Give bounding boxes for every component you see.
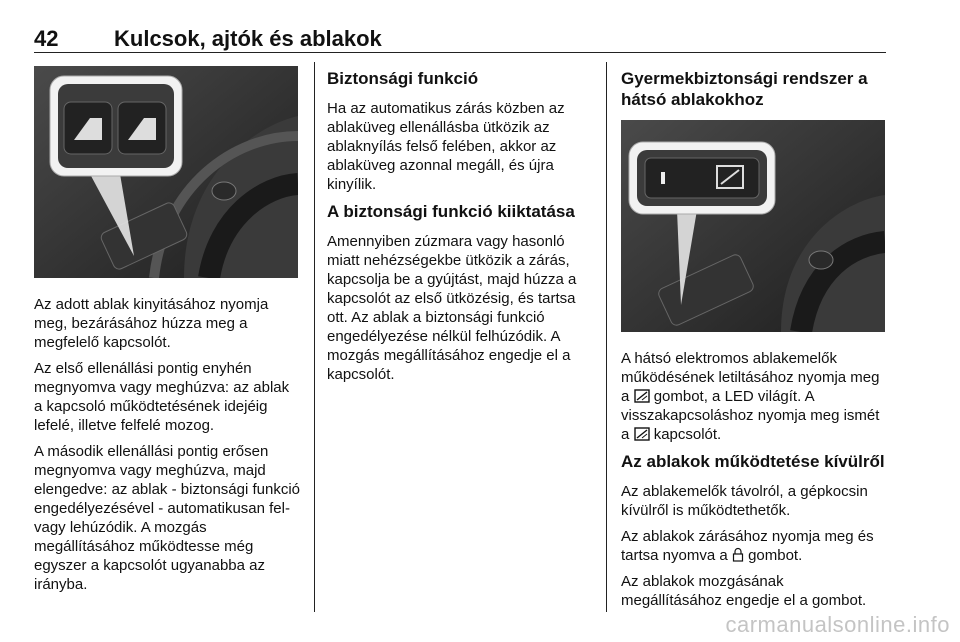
heading-exterior-operation: Az ablakok működtetése kívülről (621, 452, 885, 471)
child-safety-text-c: kapcsolót. (653, 426, 722, 443)
middle-column (327, 68, 593, 391)
paragraph-exterior-3: Az ablakok mozgásának megállításához engedje el a gombot. (621, 573, 867, 609)
exterior-text-b: gombot. (748, 547, 803, 564)
child-safety-text-b: gombot, a LED világít. A visszakapcsoláshoz nyomja meg ismét a (621, 388, 880, 443)
paragraph-child-safety (621, 349, 887, 444)
paragraph-safety-function: Ha az automatikus zárás közben az ablaküveg ellenállásba ütközik az ablaknyílás felső felében, akkor az ablaküveg azonnal megáll, és újra kinyílik. (327, 100, 565, 193)
watermark: carmanualsonline.info (725, 612, 950, 637)
exterior-text-a: Az ablakok zárásához nyomja meg és tartsa nyomva a (621, 528, 874, 564)
paragraph-2: Az első ellenállási pontig enyhén megnyomva vagy meghúzva: az ablak a kapcsoló működtetésének idejéig lefelé, illetve felfelé mozog. (34, 360, 290, 434)
paragraph-disable-safety: Amennyiben zúzmara vagy hasonló miatt nehézségekbe ütközik a zárás, kapcsolja be a gyújtást, majd húzza a kapcsolót az első ütközésig, és tartsa ott. Az ablak a biztonsági funkció engedélyezése nélkül felhúzódik. A mozgás megállításához engedje el a kapcsolót. (327, 233, 577, 383)
window-switch-figure (34, 66, 298, 278)
heading-child-safety: Gyermekbiztonsági rendszer a hátsó ablakokhoz (621, 69, 868, 109)
paragraph-1: Az adott ablak kinyitásához nyomja meg, bezárásához húzza meg a megfelelő kapcsolót. (34, 296, 269, 351)
child-safety-switch-photo (621, 120, 885, 332)
right-column (621, 68, 887, 617)
header-divider (34, 52, 886, 53)
paragraph-exterior-2 (621, 527, 887, 565)
child-safety-text-a: A hátsó elektromos ablakemelők működésének letiltásához nyomja meg a (621, 350, 880, 405)
lock-button-icon (732, 547, 744, 562)
paragraph-exterior-1: Az ablakemelők távolról, a gépkocsin kívülről is működtethetők. (621, 483, 868, 519)
page-header (34, 26, 886, 52)
heading-disable-safety: A biztonsági funkció kiiktatása (327, 202, 575, 221)
left-column (34, 66, 300, 601)
column-divider-left (314, 62, 315, 612)
section-title: Kulcsok, ajtók és ablakok (114, 26, 382, 51)
column-divider-right (606, 62, 607, 612)
heading-safety-function: Biztonsági funkció (327, 69, 479, 88)
page-number: 42 (34, 26, 59, 51)
paragraph-3: A második ellenállási pontig erősen megnyomva vagy meghúzva, majd elengedve: az ablak - biztonsági funkció engedélyezésével - automatikusan fel- vagy lehúzódik. A mozgás megállításához működtesse még egyszer a kapcsolót ugyanabba az irányba. (34, 443, 301, 593)
child-lock-icon (634, 427, 650, 441)
child-lock-icon (634, 389, 650, 403)
child-safety-figure (621, 120, 885, 332)
window-switch-photo (34, 66, 298, 278)
